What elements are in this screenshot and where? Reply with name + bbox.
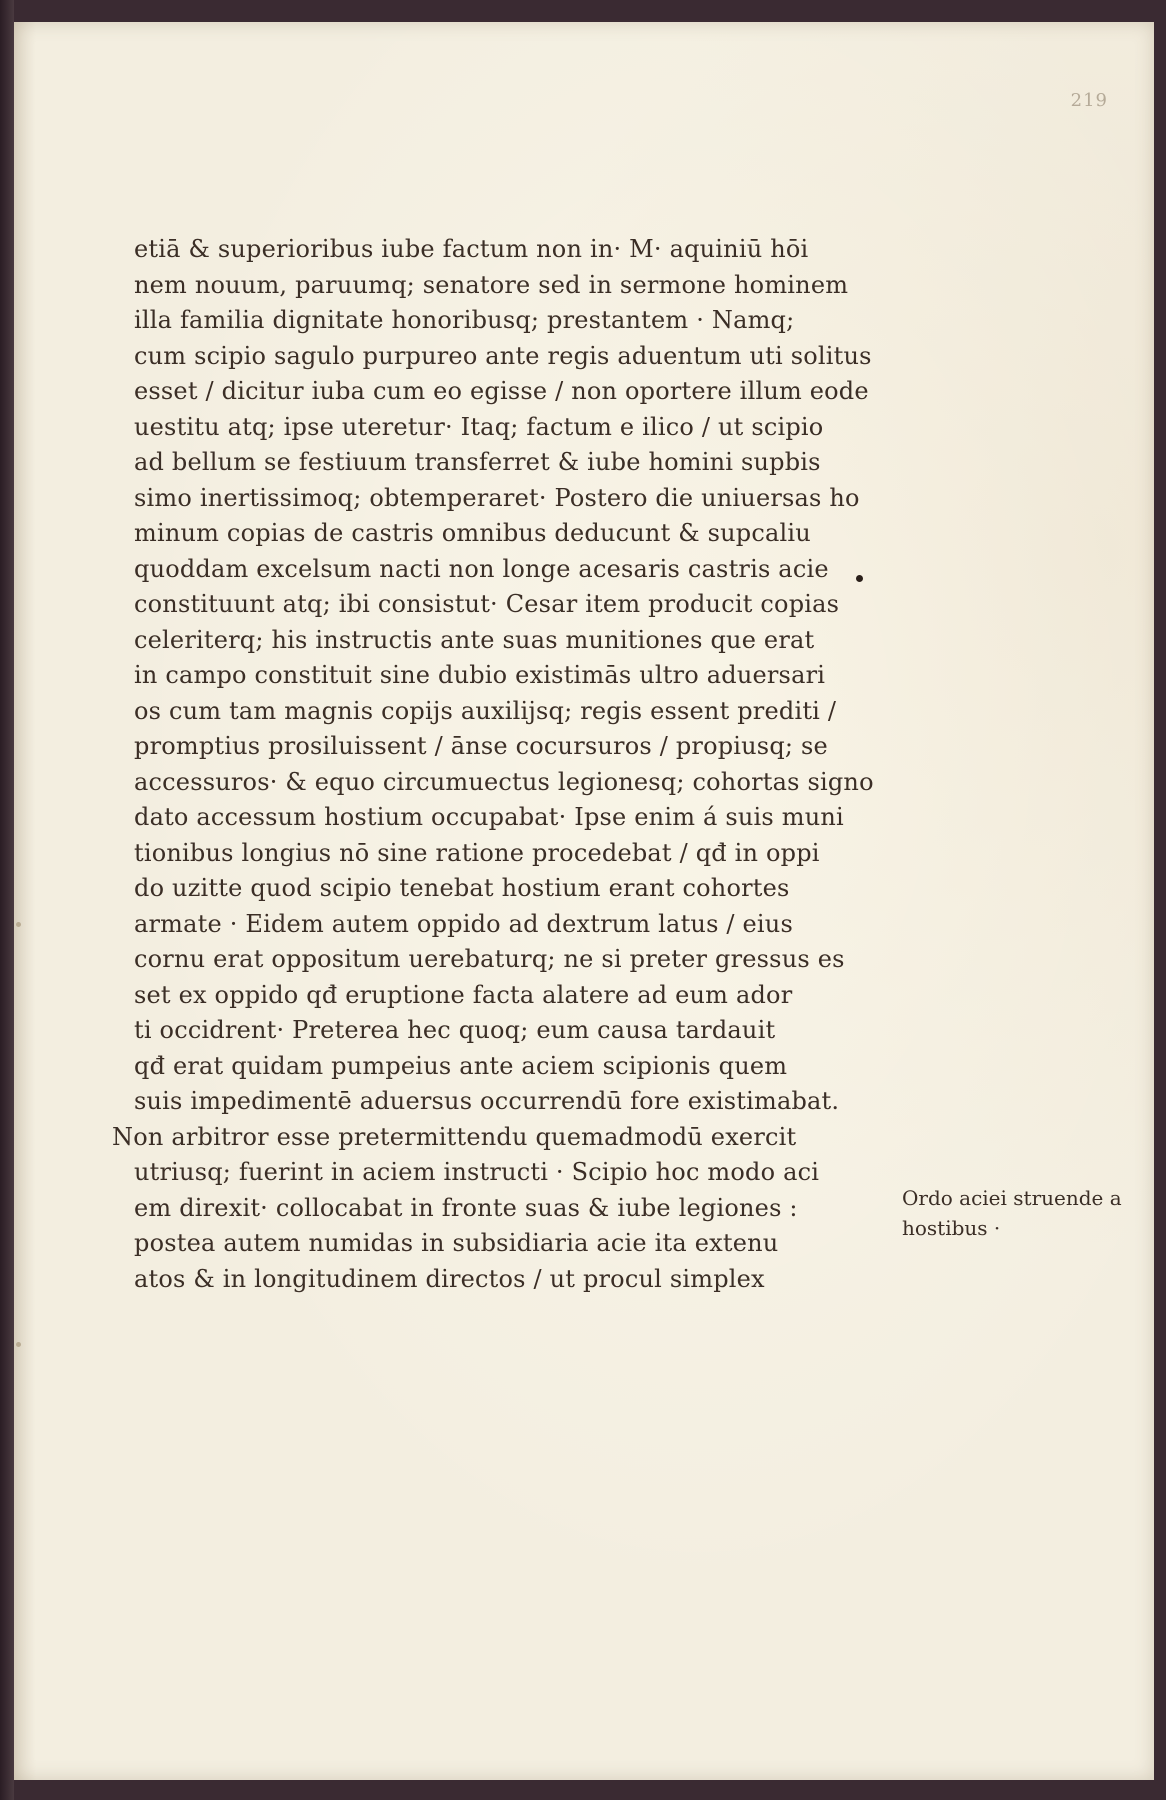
text-line: etiā & superioribus iube factum non in· M· aquiniū hōi (134, 235, 809, 263)
text-line-initial: Non arbitror esse pretermittendu quemadmodū exercit (112, 1122, 797, 1151)
text-line: cornu erat oppositum uerebaturq; ne si preter gressus es (134, 945, 845, 973)
manuscript-page (14, 22, 1154, 1780)
text-line: simo inertissimoq; obtemperaret· Postero die uniuersas ho (134, 483, 860, 512)
text-line: uestitu atq; ipse uteretur· Itaq; factum e ilico / ut scipio (134, 412, 824, 441)
binding-hole (16, 922, 21, 927)
text-line: esset / dicitur iuba cum eo egisse / non oportere illum eode (134, 377, 869, 405)
text-line: dato accessum hostium occupabat· Ipse enim á suis muni (134, 803, 844, 831)
text-line: qđ erat quidam pumpeius ante aciem scipionis quem (134, 1051, 788, 1080)
text-line: accessuros· & equo circumuectus legionesq; cohortas signo (134, 767, 874, 796)
text-line: os cum tam magnis copijs auxilijsq; regis essent prediti / (134, 696, 837, 725)
marginal-note-line: hostibus · (902, 1216, 1001, 1240)
marginal-note-line: Ordo aciei struende a (902, 1186, 1122, 1210)
text-line: minum copias de castris omnibus deducunt & supcaliu (134, 519, 811, 547)
text-line: cum scipio sagulo purpureo ante regis aduentum uti solitus (134, 341, 872, 370)
binding-gutter (0, 0, 14, 1800)
text-line: suis impedimentē aduersus occurrendū fore existimabat. (134, 1087, 840, 1115)
marginal-note (902, 1183, 1166, 1243)
folio-number: 219 (1070, 90, 1108, 111)
text-line: celeriterq; his instructis ante suas munitiones que erat (134, 625, 815, 654)
text-line: postea autem numidas in subsidiaria acie ita extenu (134, 1229, 779, 1257)
text-line: in campo constituit sine dubio existimās ultro aduersari (134, 661, 826, 689)
text-line: do uzitte quod scipio tenebat hostium erant cohortes (134, 874, 790, 902)
binding-hole (16, 1342, 21, 1347)
text-line: nem nouum, paruumq; senatore sed in sermone hominem (134, 270, 849, 299)
text-line: utriusq; fuerint in aciem instructi · Scipio hoc modo aci (134, 1158, 820, 1186)
text-line: quoddam excelsum nacti non longe acesaris castris acie (134, 554, 829, 583)
text-line: set ex oppido qđ eruptione facta alatere ad eum ador (134, 980, 793, 1009)
text-line: em direxit· collocabat in fronte suas & iube legiones : (134, 1193, 798, 1222)
main-text-block (112, 232, 904, 1297)
text-line: armate · Eidem autem oppido ad dextrum latus / eius (134, 909, 793, 938)
text-line: promptius prosiluissent / ānse cocursuros / propiusq; se (134, 732, 828, 760)
text-line: ad bellum se festiuum transferret & iube homini supbis (134, 448, 821, 476)
text-line: illa familia dignitate honoribusq; prestantem · Namq; (134, 306, 795, 334)
ink-dot (856, 575, 863, 582)
text-line: atos & in longitudinem directos / ut procul simplex (134, 1264, 765, 1293)
text-line: constituunt atq; ibi consistut· Cesar item producit copias (134, 590, 840, 618)
text-line: ti occidrent· Preterea hec quoq; eum causa tardauit (134, 1016, 776, 1044)
text-line: tionibus longius nō sine ratione procedebat / qđ in oppi (134, 838, 820, 867)
